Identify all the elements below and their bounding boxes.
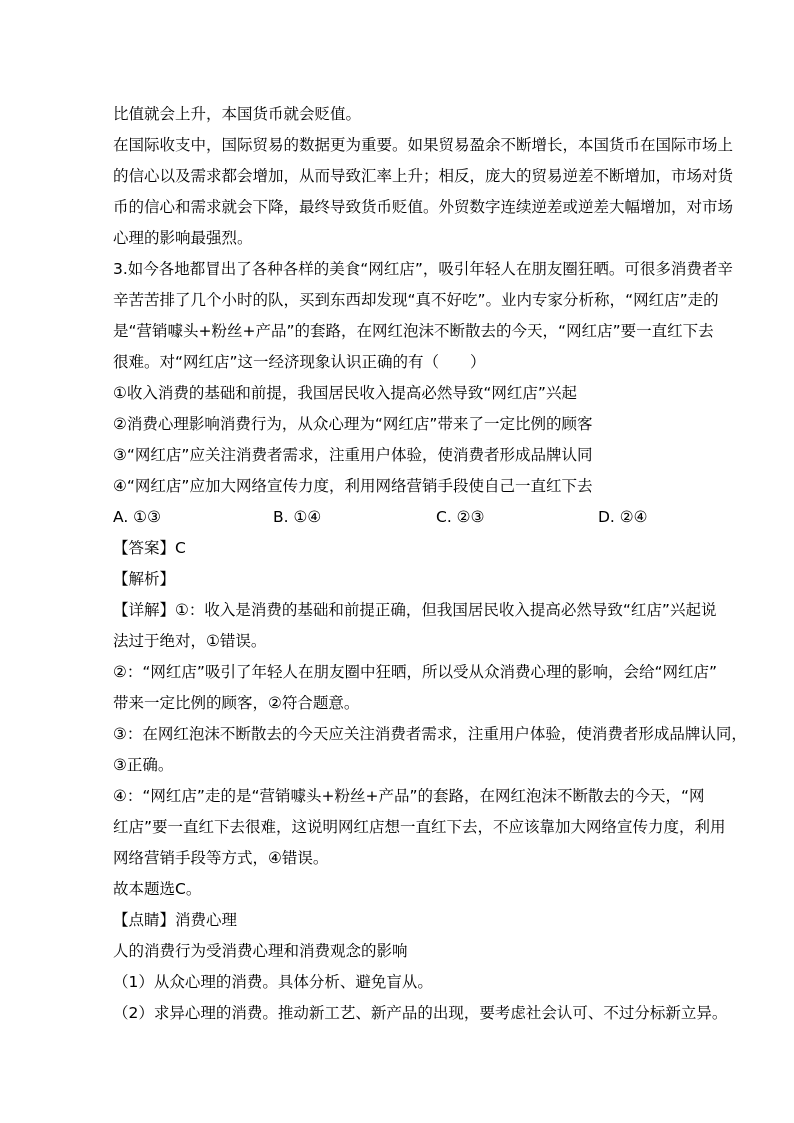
- detail-line-4: 带来一定比例的顾客，②符合题意。: [113, 694, 360, 712]
- option-a: A. ①③: [113, 508, 161, 526]
- detail-line-3: ②：“网红店”吸引了年轻人在朋友圈中狂晒，所以受从众消费心理的影响，会给“网红店”: [113, 663, 718, 681]
- detail-line-9: 网络营销手段等方式，④错误。: [113, 849, 329, 867]
- detail-line-7: ④：“网红店”走的是“营销噱头+粉丝+产品”的套路，在网红泡沫不断散去的今天，“网: [113, 787, 705, 805]
- statement-4: ④“网红店”应加大网络宣传力度，利用网络营销手段使自己一直红下去: [113, 477, 593, 495]
- point-line-3: （2）求异心理的消费。推动新工艺、新产品的出现，要考虑社会认可、不过分标新立异。: [113, 1004, 728, 1022]
- intro-line-1: 比值就会上升，本国货币就会贬值。: [113, 105, 362, 123]
- question-line-2: 辛苦苦排了几个小时的队，买到东西却发现“真不好吃”。业内专家分析称，“网红店”走的: [113, 291, 719, 309]
- analysis-label: 【解析】: [113, 570, 176, 588]
- question-line-1: 3.如今各地都冒出了各种各样的美食“网红店”，吸引年轻人在朋友圈狂晒。可很多消费者辛: [113, 260, 733, 278]
- detail-line-6: ③正确。: [113, 756, 174, 774]
- option-d: D. ②④: [598, 508, 648, 526]
- statement-1: ①收入消费的基础和前提，我国居民收入提高必然导致“网红店”兴起: [113, 384, 577, 402]
- detail-line-10: 故本题选C。: [113, 880, 202, 898]
- intro-line-2: 在国际收支中，国际贸易的数据更为重要。如果贸易盈余不断增长，本国货币在国际市场上: [113, 136, 734, 154]
- detail-line-8: 红店”要一直红下去很难，这说明网红店想一直红下去，不应该靠加大网络宣传力度，利用: [113, 818, 726, 836]
- answer-label: 【答案】C: [113, 539, 186, 557]
- detail-line-1: 【详解】①：收入是消费的基础和前提正确，但我国居民收入提高必然导致“红店”兴起说: [113, 601, 717, 619]
- question-line-4: 很难。对“网红店”这一经济现象认识正确的有（ ）: [113, 353, 486, 371]
- point-label: 【点睛】消费心理: [113, 911, 238, 929]
- detail-line-5: ③：在网红泡沫不断散去的今天应关注消费者需求，注重用户体验，使消费者形成品牌认同，: [113, 725, 747, 743]
- statement-3: ③“网红店”应关注消费者需求，注重用户体验，使消费者形成品牌认同: [113, 446, 593, 464]
- point-line-1: 人的消费行为受消费心理和消费观念的影响: [113, 942, 408, 960]
- question-line-3: 是“营销噱头+粉丝+产品”的套路，在网红泡沫不断散去的今天，“网红店”要一直红下去: [113, 322, 714, 340]
- intro-line-5: 心理的影响最强烈。: [113, 229, 253, 247]
- intro-line-3: 的信心以及需求都会增加，从而导致汇率上升；相反，庞大的贸易逆差不断增加，市场对货: [113, 167, 734, 185]
- statement-2: ②消费心理影响消费行为，从众心理为“网红店”带来了一定比例的顾客: [113, 415, 593, 433]
- option-c: C. ②③: [436, 508, 485, 526]
- point-line-2: （1）从众心理的消费。具体分析、避免盲从。: [113, 973, 433, 991]
- detail-line-2: 法过于绝对，①错误。: [113, 632, 267, 650]
- option-b: B. ①④: [273, 508, 322, 526]
- intro-line-4: 币的信心和需求就会下降，最终导致货币贬值。外贸数字连续逆差或逆差大幅增加，对市场: [113, 198, 734, 216]
